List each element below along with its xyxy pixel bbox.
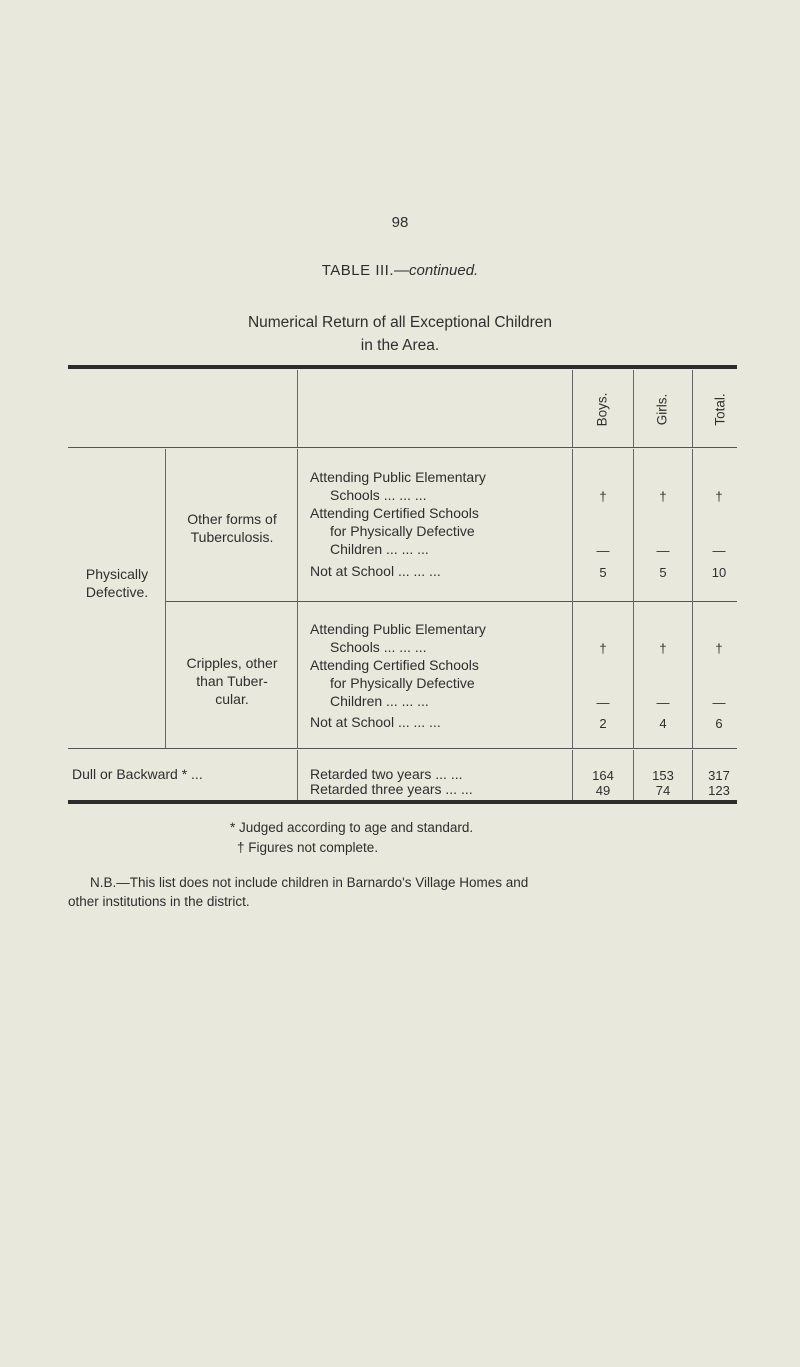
cell-boys: — <box>596 543 610 558</box>
group-divider-left <box>165 601 572 602</box>
row-label: Retarded two years ... ... <box>310 766 463 782</box>
subgroup-tuberculosis <box>168 510 296 546</box>
footnote-dagger: † Figures not complete. <box>237 840 379 855</box>
row-label: Attending Public Elementary <box>310 469 486 485</box>
subgroup-label-line: cular. <box>215 691 249 707</box>
cell-total: 6 <box>715 716 723 731</box>
header-boys: Boys. <box>594 392 610 427</box>
group-dull-backward: Dull or Backward * ... <box>72 766 203 782</box>
row-label: Schools ... ... ... <box>330 487 427 503</box>
label-col-divider <box>297 449 298 748</box>
row-label: for Physically Defective <box>330 675 475 691</box>
cell-total: † <box>715 489 723 504</box>
row-label: Schools ... ... ... <box>330 639 427 655</box>
row-label: Children ... ... ... <box>330 693 429 709</box>
subgroup-label-line: than Tuber- <box>196 673 268 689</box>
label-col-divider <box>297 750 298 800</box>
cell-total: 317 <box>708 768 730 783</box>
boys-col-divider <box>572 449 573 748</box>
total-col-divider <box>692 449 693 748</box>
group-divider-right <box>572 601 737 602</box>
subgroup-label-line: Cripples, other <box>186 655 278 671</box>
girls-col-divider <box>633 449 634 748</box>
row-label: Attending Certified Schools <box>310 505 479 521</box>
cell-boys: † <box>599 489 607 504</box>
cell-total: — <box>712 695 726 710</box>
cell-boys: 49 <box>595 783 611 798</box>
subgroup-col-divider <box>165 449 166 748</box>
table-title-main: TABLE III. <box>321 262 394 279</box>
cell-girls: 5 <box>659 565 667 580</box>
cell-girls: 74 <box>655 783 671 798</box>
cell-girls: — <box>656 695 670 710</box>
header-girls: Girls. <box>654 393 670 426</box>
row-label: Attending Certified Schools <box>310 657 479 673</box>
cell-girls: 153 <box>652 768 674 783</box>
table-title-suffix: —continued. <box>394 262 479 279</box>
cell-boys: 164 <box>592 768 614 783</box>
cell-total: † <box>715 641 723 656</box>
group-physically-defective: Physically Defective. <box>85 566 149 600</box>
nb-note <box>68 873 748 911</box>
boys-col-divider <box>572 750 573 800</box>
cell-girls: 4 <box>659 716 667 731</box>
cell-girls: † <box>659 489 667 504</box>
header-col-divider <box>633 370 634 447</box>
header-bottom-rule <box>68 447 737 448</box>
cell-boys: 5 <box>599 565 607 580</box>
subtitle-line-2: in the Area. <box>360 337 440 354</box>
dull-divider-rule <box>68 748 737 749</box>
total-col-divider <box>692 750 693 800</box>
subgroup-label-line: Tuberculosis. <box>190 529 274 545</box>
girls-col-divider <box>633 750 634 800</box>
cell-boys: 2 <box>599 716 607 731</box>
footnote-asterisk: * Judged according to age and standard. <box>230 820 474 835</box>
table-bottom-rule <box>68 800 737 804</box>
subtitle-line-1: Numerical Return of all Exceptional Children <box>247 314 553 331</box>
subgroup-label-line: Other forms of <box>187 511 277 527</box>
cell-total: 123 <box>708 783 730 798</box>
table-subtitle <box>0 311 800 357</box>
page-number: 98 <box>391 214 409 231</box>
row-label: Not at School ... ... ... <box>310 563 441 579</box>
row-label: Attending Public Elementary <box>310 621 486 637</box>
cell-boys: † <box>599 641 607 656</box>
row-label: Not at School ... ... ... <box>310 714 441 730</box>
table-top-rule <box>68 365 737 369</box>
cell-boys: — <box>596 695 610 710</box>
header-col-divider <box>692 370 693 447</box>
nb-note-line: other institutions in the district. <box>68 894 250 909</box>
row-label: Children ... ... ... <box>330 541 429 557</box>
cell-girls: † <box>659 641 667 656</box>
cell-total: — <box>712 543 726 558</box>
nb-note-line: N.B.—This list does not include children in Barnardo's Village Homes and <box>90 875 529 890</box>
subgroup-cripples <box>168 654 296 708</box>
row-label: Retarded three years ... ... <box>310 781 473 797</box>
header-col-divider <box>297 370 298 447</box>
row-label: for Physically Defective <box>330 523 475 539</box>
cell-total: 10 <box>711 565 727 580</box>
header-total: Total. <box>712 393 728 426</box>
table-title <box>0 262 800 279</box>
cell-girls: — <box>656 543 670 558</box>
header-col-divider <box>572 370 573 447</box>
